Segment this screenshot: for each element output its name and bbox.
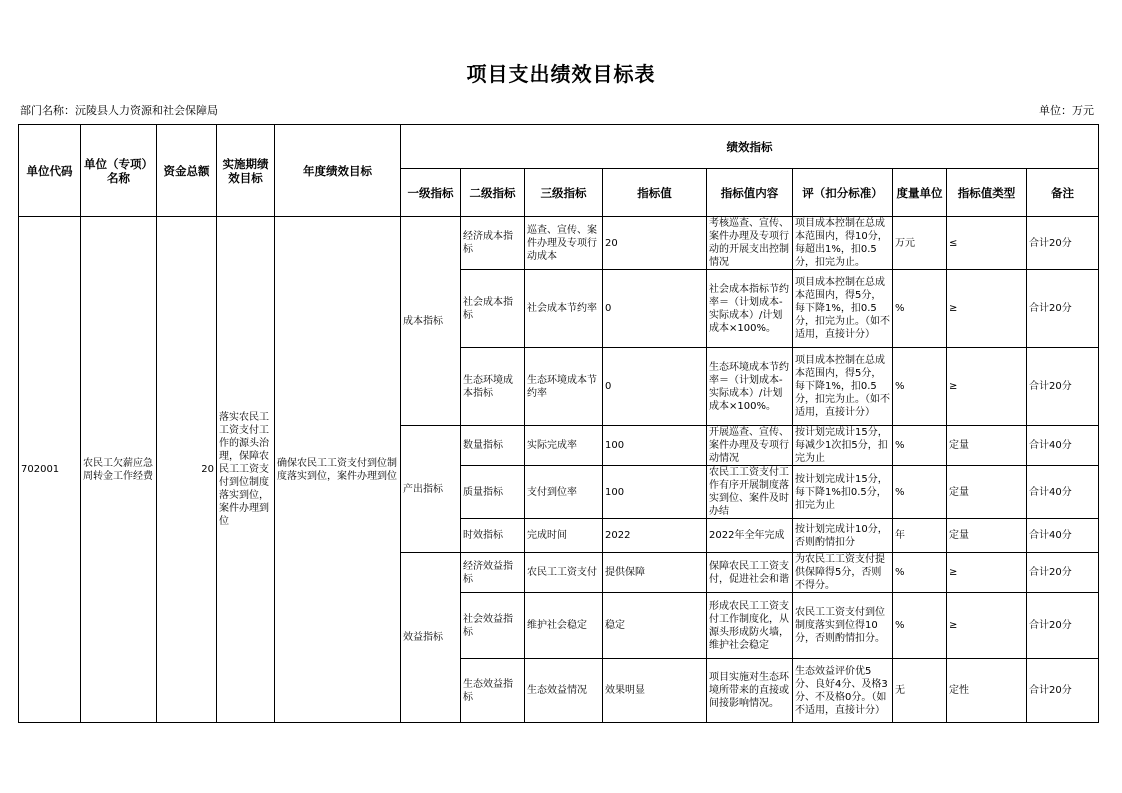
scoring-cell: 项目成本控制在总成本范围内，得5分，每下降1%，扣0.5分，扣完为止。（如不适用，直接计分） — [793, 348, 893, 426]
value-cell: 0 — [603, 270, 707, 348]
value-cell: 2022 — [603, 519, 707, 553]
header-annual-goal: 年度绩效目标 — [275, 125, 401, 217]
header-level1: 一级指标 — [401, 169, 461, 217]
content-cell: 考核巡查、宣传、案件办理及专项行动的开展支出控制情况 — [707, 217, 793, 270]
value-type-cell: ≥ — [947, 593, 1027, 659]
content-cell: 2022年全年完成 — [707, 519, 793, 553]
scoring-cell: 按计划完成计10分，否则酌情扣分 — [793, 519, 893, 553]
level2-cell: 质量指标 — [461, 466, 525, 519]
content-cell: 项目实施对生态环境所带来的直接或间接影响情况。 — [707, 659, 793, 723]
header-indicators: 绩效指标 — [401, 125, 1099, 169]
content-cell: 农民工工资支付工作有序开展制度落实到位、案件及时办结 — [707, 466, 793, 519]
value-type-cell: ≥ — [947, 553, 1027, 593]
measure-unit-cell: % — [893, 466, 947, 519]
value-type-cell: 定量 — [947, 519, 1027, 553]
period-goal-cell: 落实农民工工资支付工作的源头治理，保障农民工工资支付到位制度落实到位，案件办理到位 — [217, 217, 275, 723]
header-value-type: 指标值类型 — [947, 169, 1027, 217]
remark-cell: 合计20分 — [1027, 217, 1099, 270]
level1-cell: 效益指标 — [401, 553, 461, 723]
header-measure-unit: 度量单位 — [893, 169, 947, 217]
level3-cell: 支付到位率 — [525, 466, 603, 519]
level2-cell: 社会成本指标 — [461, 270, 525, 348]
level3-cell: 实际完成率 — [525, 426, 603, 466]
value-cell: 稳定 — [603, 593, 707, 659]
level2-cell: 社会效益指标 — [461, 593, 525, 659]
remark-cell: 合计20分 — [1027, 659, 1099, 723]
measure-unit-cell: 无 — [893, 659, 947, 723]
measure-unit-cell: % — [893, 270, 947, 348]
fund-total-cell: 20 — [157, 217, 217, 723]
scoring-cell: 为农民工工资支付提供保障得5分，否则不得分。 — [793, 553, 893, 593]
value-cell: 效果明显 — [603, 659, 707, 723]
header-period-goal: 实施期绩效目标 — [217, 125, 275, 217]
header-value: 指标值 — [603, 169, 707, 217]
currency-unit: 单位：万元 — [1039, 104, 1094, 117]
header-scoring: 评（扣分标准） — [793, 169, 893, 217]
annual-goal-cell: 确保农民工工资支付到位制度落实到位，案件办理到位 — [275, 217, 401, 723]
remark-cell: 合计40分 — [1027, 466, 1099, 519]
unit-name-cell: 农民工欠薪应急周转金工作经费 — [81, 217, 157, 723]
value-type-cell: 定性 — [947, 659, 1027, 723]
value-cell: 20 — [603, 217, 707, 270]
measure-unit-cell: % — [893, 426, 947, 466]
level2-cell: 经济成本指标 — [461, 217, 525, 270]
level2-cell: 经济效益指标 — [461, 553, 525, 593]
remark-cell: 合计20分 — [1027, 348, 1099, 426]
content-cell: 形成农民工工资支付工作制度化，从源头形成防火墙，维护社会稳定 — [707, 593, 793, 659]
header-fund-total: 资金总额 — [157, 125, 217, 217]
value-type-cell: 定量 — [947, 466, 1027, 519]
table-row — [19, 217, 1099, 270]
scoring-cell: 按计划完成计15分，每下降1%扣0.5分，扣完为止 — [793, 466, 893, 519]
header-unit-name: 单位（专项）名称 — [81, 125, 157, 217]
measure-unit-cell: % — [893, 348, 947, 426]
scoring-cell: 项目成本控制在总成本范围内，得10分，每超出1%，扣0.5分，扣完为止。 — [793, 217, 893, 270]
header-unit-code: 单位代码 — [19, 125, 81, 217]
scoring-cell: 生态效益评价优5分、良好4分、及格3分、不及格0分。（如不适用，直接计分） — [793, 659, 893, 723]
value-cell: 0 — [603, 348, 707, 426]
unit-code-cell: 702001 — [19, 217, 81, 723]
content-cell: 社会成本指标节约率＝（计划成本-实际成本）/计划成本×100%。 — [707, 270, 793, 348]
level1-cell: 成本指标 — [401, 217, 461, 426]
level2-cell: 时效指标 — [461, 519, 525, 553]
header-remark: 备注 — [1027, 169, 1099, 217]
level2-cell: 数量指标 — [461, 426, 525, 466]
scoring-cell: 农民工工资支付到位制度落实到位得10分，否则酌情扣分。 — [793, 593, 893, 659]
measure-unit-cell: 年 — [893, 519, 947, 553]
value-cell: 100 — [603, 466, 707, 519]
remark-cell: 合计40分 — [1027, 426, 1099, 466]
level3-cell: 社会成本节约率 — [525, 270, 603, 348]
remark-cell: 合计20分 — [1027, 553, 1099, 593]
value-type-cell: ≥ — [947, 270, 1027, 348]
level2-cell: 生态效益指标 — [461, 659, 525, 723]
content-cell: 保障农民工工资支付，促进社会和谐 — [707, 553, 793, 593]
remark-cell: 合计20分 — [1027, 270, 1099, 348]
content-cell: 开展巡查、宣传、案件办理及专项行动情况 — [707, 426, 793, 466]
value-type-cell: 定量 — [947, 426, 1027, 466]
level3-cell: 维护社会稳定 — [525, 593, 603, 659]
scoring-cell: 按计划完成计15分，每减少1次扣5分，扣完为止 — [793, 426, 893, 466]
value-type-cell: ≥ — [947, 348, 1027, 426]
header-level3: 三级指标 — [525, 169, 603, 217]
level3-cell: 生态环境成本节约率 — [525, 348, 603, 426]
level1-cell: 产出指标 — [401, 426, 461, 553]
level3-cell: 完成时间 — [525, 519, 603, 553]
measure-unit-cell: % — [893, 553, 947, 593]
remark-cell: 合计40分 — [1027, 519, 1099, 553]
level2-cell: 生态环境成本指标 — [461, 348, 525, 426]
level3-cell: 巡查、宣传、案件办理及专项行动成本 — [525, 217, 603, 270]
level3-cell: 生态效益情况 — [525, 659, 603, 723]
content-cell: 生态环境成本节约率＝（计划成本-实际成本）/计划成本×100%。 — [707, 348, 793, 426]
value-cell: 提供保障 — [603, 553, 707, 593]
header-content: 指标值内容 — [707, 169, 793, 217]
level3-cell: 农民工工资支付 — [525, 553, 603, 593]
remark-cell: 合计20分 — [1027, 593, 1099, 659]
measure-unit-cell: 万元 — [893, 217, 947, 270]
scoring-cell: 项目成本控制在总成本范围内，得5分，每下降1%，扣0.5分，扣完为止。（如不适用，直接计分） — [793, 270, 893, 348]
header-level2: 二级指标 — [461, 169, 525, 217]
measure-unit-cell: % — [893, 593, 947, 659]
value-type-cell: ≤ — [947, 217, 1027, 270]
page-title: 项目支出绩效目标表 — [466, 62, 656, 86]
value-cell: 100 — [603, 426, 707, 466]
department-name: 部门名称：沅陵县人力资源和社会保障局 — [20, 104, 218, 117]
performance-target-table — [18, 124, 1099, 723]
